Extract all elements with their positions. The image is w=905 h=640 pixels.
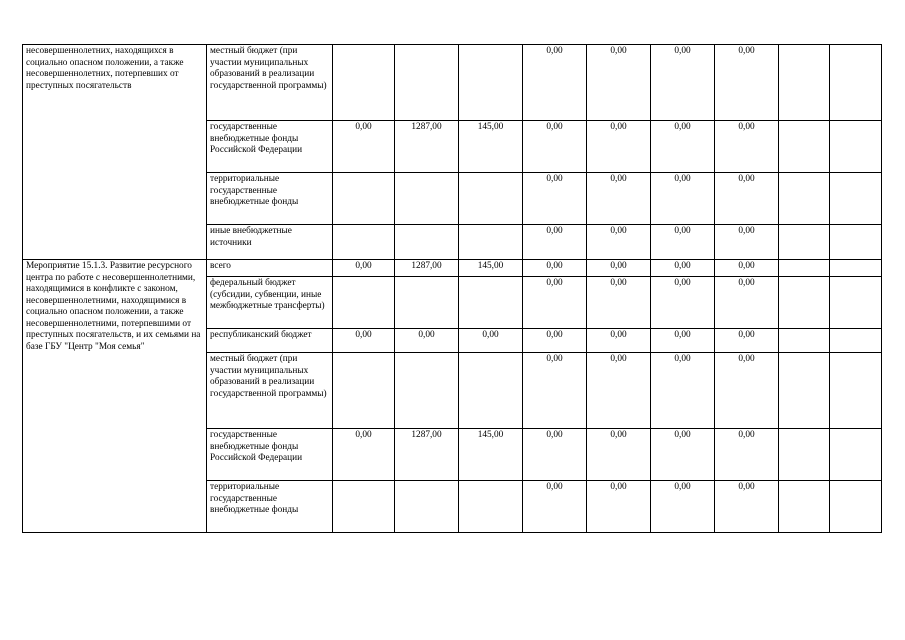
funding-source-cell: государственные внебюджетные фонды Российской Федерации — [207, 121, 333, 173]
funding-source-cell: федеральный бюджет (субсидии, субвенции, иные межбюджетные трансферты) — [207, 277, 333, 329]
value-cell — [830, 173, 882, 225]
value-cell — [459, 173, 523, 225]
value-cell — [830, 481, 882, 533]
value-cell — [333, 277, 395, 329]
value-cell — [395, 481, 459, 533]
value-cell — [779, 260, 830, 277]
table-row — [23, 260, 882, 277]
value-cell: 0,00 — [715, 260, 779, 277]
value-cell: 0,00 — [333, 260, 395, 277]
value-cell: 0,00 — [715, 173, 779, 225]
value-cell — [333, 481, 395, 533]
value-cell: 0,00 — [651, 353, 715, 429]
value-cell — [459, 481, 523, 533]
value-cell: 0,00 — [587, 173, 651, 225]
value-cell — [395, 45, 459, 121]
value-cell — [459, 45, 523, 121]
funding-source-cell: иные внебюджетные источники — [207, 225, 333, 260]
funding-source-cell: местный бюджет (при участии муниципальных образований в реализации государственной программы) — [207, 45, 333, 121]
value-cell — [395, 173, 459, 225]
value-cell: 0,00 — [715, 481, 779, 533]
value-cell: 0,00 — [523, 225, 587, 260]
value-cell: 145,00 — [459, 429, 523, 481]
value-cell — [779, 481, 830, 533]
value-cell: 0,00 — [587, 121, 651, 173]
value-cell: 0,00 — [587, 225, 651, 260]
value-cell — [830, 277, 882, 329]
value-cell — [779, 277, 830, 329]
value-cell: 0,00 — [333, 429, 395, 481]
value-cell: 0,00 — [587, 329, 651, 353]
value-cell: 0,00 — [587, 429, 651, 481]
value-cell — [459, 225, 523, 260]
value-cell: 0,00 — [523, 353, 587, 429]
value-cell: 0,00 — [715, 225, 779, 260]
value-cell: 0,00 — [651, 277, 715, 329]
value-cell — [779, 353, 830, 429]
value-cell — [779, 45, 830, 121]
value-cell: 0,00 — [715, 45, 779, 121]
value-cell: 0,00 — [651, 225, 715, 260]
value-cell: 0,00 — [587, 260, 651, 277]
value-cell — [830, 45, 882, 121]
value-cell: 0,00 — [523, 329, 587, 353]
value-cell: 0,00 — [523, 277, 587, 329]
value-cell — [333, 45, 395, 121]
value-cell — [779, 329, 830, 353]
value-cell — [779, 121, 830, 173]
value-cell — [333, 173, 395, 225]
value-cell — [459, 353, 523, 429]
value-cell: 145,00 — [459, 260, 523, 277]
value-cell: 0,00 — [651, 121, 715, 173]
value-cell: 0,00 — [459, 329, 523, 353]
value-cell: 0,00 — [651, 329, 715, 353]
value-cell: 0,00 — [715, 121, 779, 173]
value-cell — [830, 429, 882, 481]
value-cell — [779, 225, 830, 260]
value-cell: 0,00 — [587, 353, 651, 429]
value-cell: 0,00 — [523, 481, 587, 533]
value-cell: 0,00 — [333, 121, 395, 173]
value-cell: 1287,00 — [395, 429, 459, 481]
value-cell: 0,00 — [395, 329, 459, 353]
funding-source-cell: республиканский бюджет — [207, 329, 333, 353]
value-cell — [830, 225, 882, 260]
value-cell: 0,00 — [715, 329, 779, 353]
value-cell — [395, 353, 459, 429]
value-cell: 0,00 — [651, 481, 715, 533]
budget-table — [22, 44, 882, 533]
value-cell — [779, 429, 830, 481]
value-cell — [459, 277, 523, 329]
funding-source-cell: территориальные государственные внебюджетные фонды — [207, 481, 333, 533]
value-cell: 0,00 — [333, 329, 395, 353]
value-cell: 0,00 — [651, 45, 715, 121]
value-cell: 0,00 — [523, 173, 587, 225]
value-cell: 0,00 — [587, 277, 651, 329]
value-cell: 0,00 — [651, 429, 715, 481]
funding-source-cell: государственные внебюджетные фонды Российской Федерации — [207, 429, 333, 481]
value-cell — [333, 353, 395, 429]
value-cell: 0,00 — [651, 260, 715, 277]
value-cell: 0,00 — [715, 277, 779, 329]
value-cell: 1287,00 — [395, 121, 459, 173]
value-cell — [830, 121, 882, 173]
funding-source-cell: местный бюджет (при участии муниципальных образований в реализации государственной программы) — [207, 353, 333, 429]
value-cell: 0,00 — [715, 353, 779, 429]
value-cell — [830, 353, 882, 429]
funding-source-cell: территориальные государственные внебюджетные фонды — [207, 173, 333, 225]
value-cell: 0,00 — [523, 260, 587, 277]
value-cell: 145,00 — [459, 121, 523, 173]
activity-description-cell: Мероприятие 15.1.3. Развитие ресурсного центра по работе с несовершеннолетними, находящимися в конфликте с законом, несовершеннолетними, находящимися в социально опасном положении, а также несовершеннолетними, потерпевшими от преступных посягательств, и их семьями на базе ГБУ "Центр "Моя семья" — [23, 260, 207, 533]
value-cell: 0,00 — [523, 121, 587, 173]
value-cell — [830, 329, 882, 353]
value-cell: 0,00 — [523, 45, 587, 121]
value-cell: 1287,00 — [395, 260, 459, 277]
table-row — [23, 45, 882, 121]
value-cell: 0,00 — [715, 429, 779, 481]
value-cell — [830, 260, 882, 277]
value-cell: 0,00 — [587, 45, 651, 121]
value-cell — [395, 277, 459, 329]
value-cell: 0,00 — [523, 429, 587, 481]
value-cell — [395, 225, 459, 260]
value-cell: 0,00 — [651, 173, 715, 225]
value-cell: 0,00 — [587, 481, 651, 533]
funding-source-cell: всего — [207, 260, 333, 277]
activity-description-cell: несовершеннолетних, находящихся в социально опасном положении, а также несовершеннолетних, потерпевших от преступных посягательств — [23, 45, 207, 260]
value-cell — [333, 225, 395, 260]
value-cell — [779, 173, 830, 225]
